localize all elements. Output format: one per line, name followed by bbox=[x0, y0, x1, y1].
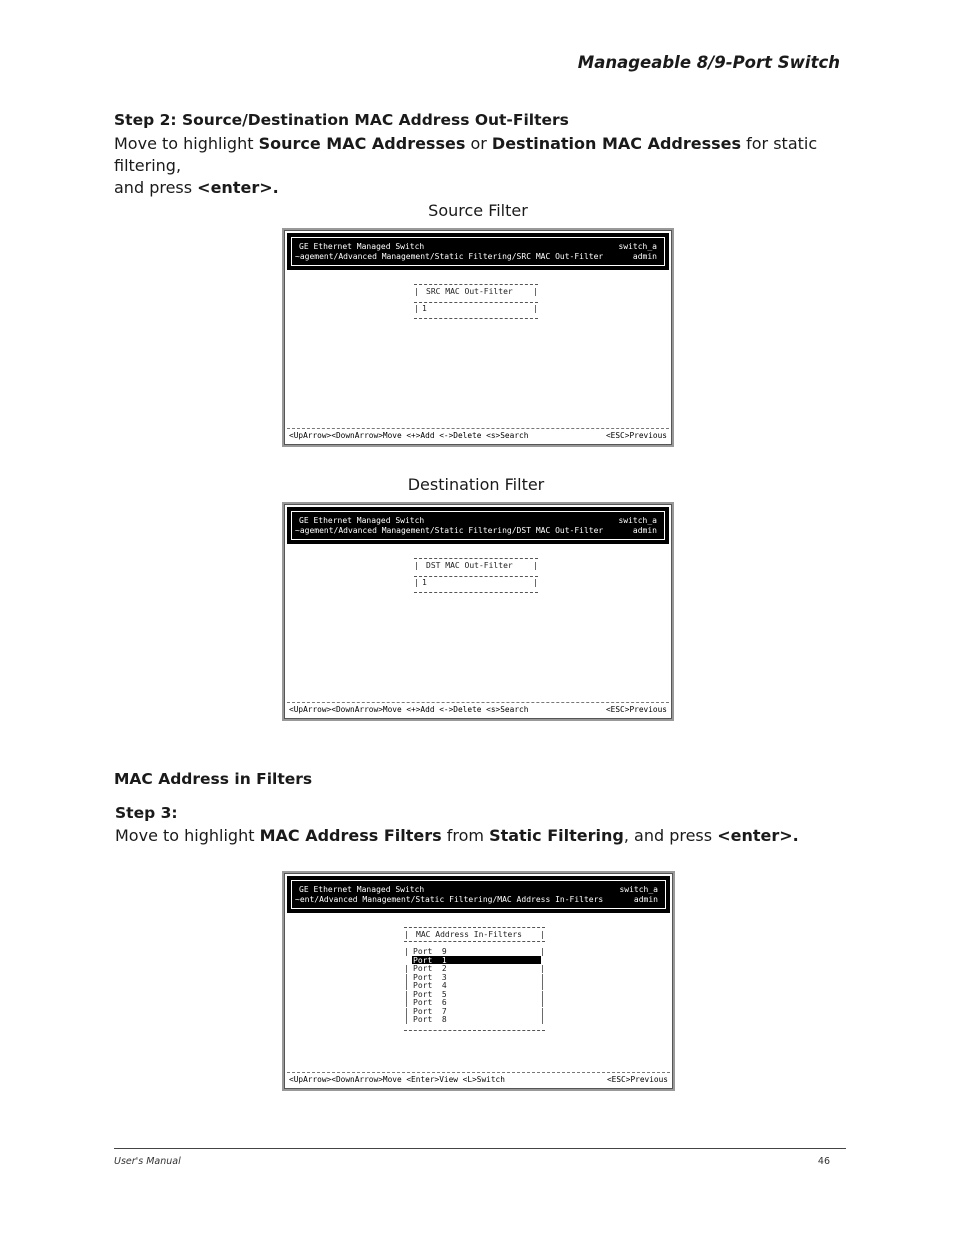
dst-filter-box: | DST MAC Out-Filter | | 1 | bbox=[414, 558, 538, 593]
terminal-title-bar bbox=[287, 876, 670, 913]
dst-filter-entry[interactable]: 1 bbox=[422, 578, 427, 587]
bold-term: Static Filtering bbox=[489, 826, 624, 845]
step3-instructions bbox=[115, 825, 855, 847]
footer-divider bbox=[114, 1148, 846, 1149]
box-title: DST MAC Out-Filter bbox=[426, 561, 513, 570]
text-run: Move to highlight bbox=[114, 134, 259, 153]
port-row-selected[interactable]: Port 1 bbox=[412, 956, 541, 965]
bold-term: <enter>. bbox=[197, 178, 279, 197]
text-run: or bbox=[465, 134, 492, 153]
port-row[interactable]: | Port 9 | bbox=[404, 947, 545, 956]
bold-term: MAC Address Filters bbox=[259, 826, 442, 845]
src-filter-entry[interactable]: 1 bbox=[422, 304, 427, 313]
step2-instructions bbox=[114, 133, 854, 199]
source-filter-caption: Source Filter bbox=[428, 201, 528, 220]
terminal-path: ~agement/Advanced Management/Static Filtering/DST MAC Out-Filter bbox=[295, 526, 604, 535]
footer-keys: <UpArrow><DownArrow>Move <+>Add <->Delete <s>Search bbox=[289, 431, 529, 440]
terminal-title-bar bbox=[287, 233, 669, 270]
box-title: MAC Address In-Filters bbox=[416, 930, 522, 939]
port-row[interactable]: | Port 2 | bbox=[404, 964, 545, 973]
text-run: and press bbox=[114, 178, 198, 197]
port-row[interactable]: | Port 5 | bbox=[404, 989, 545, 999]
terminal-footer bbox=[287, 428, 669, 442]
destination-filter-screenshot bbox=[282, 502, 674, 721]
terminal-footer bbox=[287, 702, 669, 716]
page-number: 46 bbox=[817, 1156, 830, 1167]
terminal-title: GE Ethernet Managed Switch bbox=[299, 516, 425, 525]
terminal-user: admin bbox=[632, 252, 657, 261]
port-row[interactable]: | Port 7 | bbox=[404, 1006, 545, 1016]
footer-keys: <UpArrow><DownArrow>Move <+>Add <->Delete <s>Search bbox=[289, 705, 529, 714]
bold-term: Destination MAC Addresses bbox=[491, 134, 742, 153]
terminal-host: switch_a bbox=[618, 242, 657, 251]
terminal-user: admin bbox=[632, 526, 657, 535]
step2-heading: Step 2: Source/Destination MAC Address Out-Filters bbox=[114, 111, 569, 129]
text-run: , and press bbox=[623, 826, 718, 845]
section-heading: MAC Address in Filters bbox=[114, 770, 313, 788]
terminal-title: GE Ethernet Managed Switch bbox=[299, 242, 425, 251]
step3-heading: Step 3: bbox=[115, 804, 178, 822]
footer-esc: <ESC>Previous bbox=[605, 705, 667, 714]
terminal-path: ~agement/Advanced Management/Static Filtering/SRC MAC Out-Filter bbox=[295, 252, 604, 261]
text-run: for static filtering, bbox=[114, 134, 818, 175]
port-row[interactable]: | Port 4 | bbox=[404, 981, 545, 990]
in-filters-screenshot bbox=[282, 871, 675, 1091]
terminal-host: switch_a bbox=[618, 516, 657, 525]
destination-filter-caption: Destination Filter bbox=[407, 475, 545, 494]
src-filter-box: | SRC MAC Out-Filter | | 1 | bbox=[414, 284, 538, 319]
terminal-title-bar bbox=[287, 507, 669, 544]
footer-esc: <ESC>Previous bbox=[606, 1075, 668, 1084]
footer-esc: <ESC>Previous bbox=[605, 431, 667, 440]
terminal-user: admin bbox=[633, 895, 658, 904]
source-filter-screenshot bbox=[282, 228, 674, 447]
port-row[interactable]: | Port 8 | bbox=[404, 1015, 545, 1024]
port-list-box: | MAC Address In-Filters | | Port 9 | Port 1 | Port 2 | | Port 3 | | Port 4 | | Port 5 | | Port 6 | | Port 7 | | Port 8 | bbox=[404, 927, 545, 1031]
footer-manual-label: User's Manual bbox=[114, 1156, 181, 1167]
bold-term: <enter>. bbox=[717, 826, 799, 845]
port-row[interactable]: | Port 3 | bbox=[404, 972, 545, 982]
terminal-host: switch_a bbox=[619, 885, 658, 894]
terminal-footer bbox=[287, 1072, 670, 1086]
terminal-path: ~ent/Advanced Management/Static Filtering/MAC Address In-Filters bbox=[295, 895, 604, 904]
document-header-title: Manageable 8/9-Port Switch bbox=[577, 53, 840, 72]
text-run: from bbox=[441, 826, 490, 845]
terminal-title: GE Ethernet Managed Switch bbox=[299, 885, 425, 894]
port-row[interactable]: | Port 6 | bbox=[404, 998, 545, 1007]
text-run: Move to highlight bbox=[115, 826, 260, 845]
box-title: SRC MAC Out-Filter bbox=[426, 287, 513, 296]
footer-keys: <UpArrow><DownArrow>Move <Enter>View <L>Switch bbox=[289, 1075, 505, 1084]
bold-term: Source MAC Addresses bbox=[258, 134, 466, 153]
